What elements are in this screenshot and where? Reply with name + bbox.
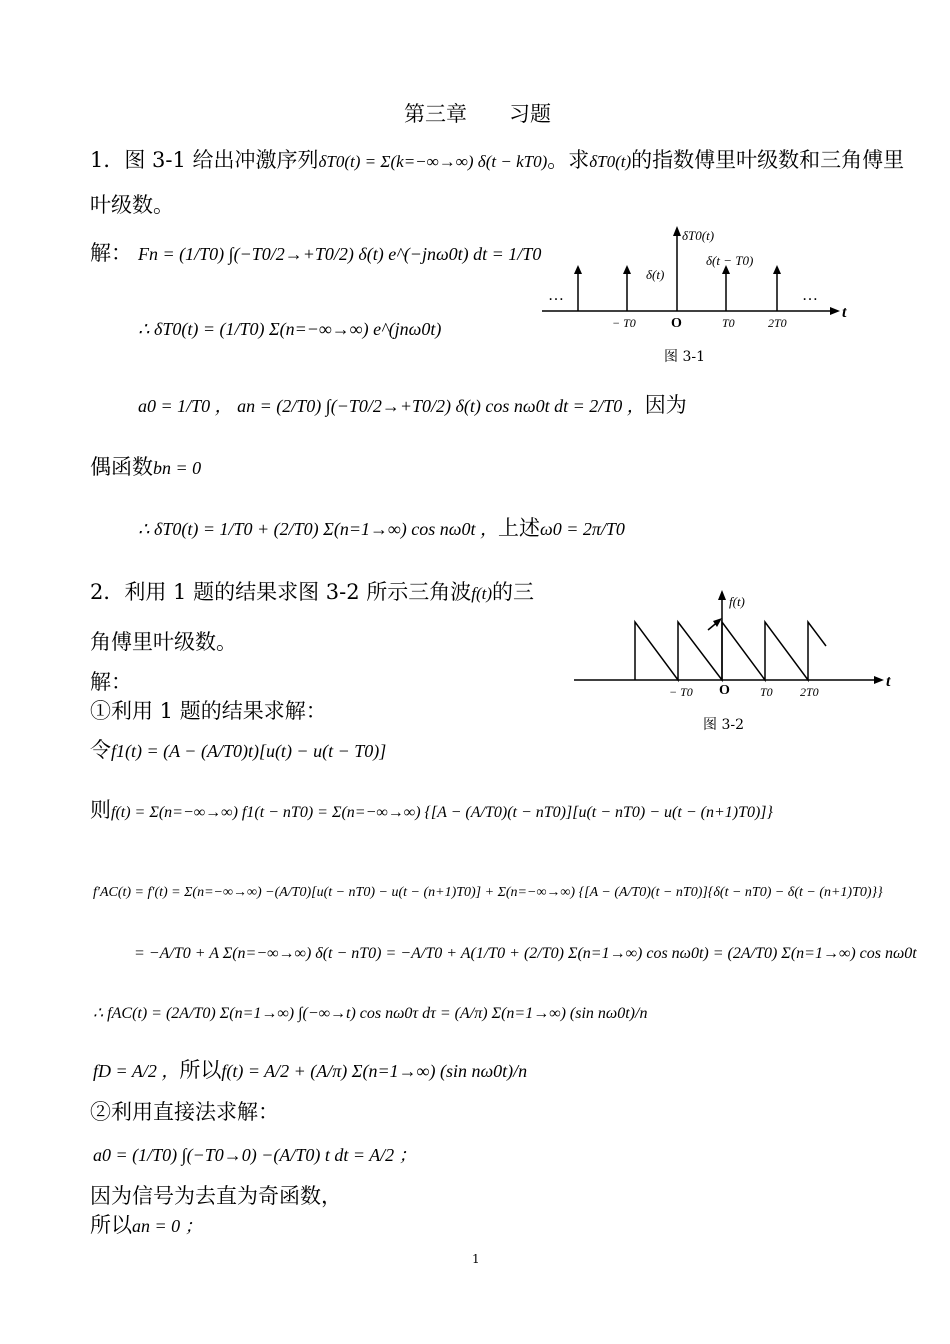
eq-delta-trig-text: 上述 <box>498 516 540 540</box>
fig1-tick-2T0: 2T0 <box>768 316 787 330</box>
eq-a0-an-text: 因为 <box>644 393 687 417</box>
q2-text-a: 2．利用 1 题的结果求图 3-2 所示三角波 <box>90 580 472 604</box>
figure-3-2 <box>572 590 892 700</box>
eq-an-line <box>90 1215 203 1236</box>
eq-fac-prime: f′AC(t) = f′(t) = Σ(n=−∞→∞) −(A/T0)[u(t − nT0) − u(t − (n+1)T0)] + Σ(n=−∞→∞) {[A − (A/T0)(t − nT0)]{δ(t − nT0) − δ(t − (n+1)T0)}} <box>93 885 883 900</box>
fig1-tick-origin: O <box>671 316 682 331</box>
eq-f: f(t) = Σ(n=−∞→∞) f1(t − nT0) = Σ(n=−∞→∞) {[A − (A/T0)(t − nT0)][u(t − nT0) − u(t − (n+1)T0)]} <box>111 804 773 821</box>
fig1-dots-right: … <box>802 287 818 304</box>
q1-text-c: 的指数傅里叶级数和三角傅里 <box>631 148 905 172</box>
eq-delta-trig: ∴ δT0(t) = 1/T0 + (2/T0) Σ(n=1→∞) cos nω0t ， <box>138 519 498 539</box>
fig2-tick-2T0: 2T0 <box>800 685 819 699</box>
eq-fac-prime-2: = −A/T0 + A Σ(n=−∞→∞) δ(t − nT0) = −A/T0 + A(1/T0 + (2/T0) Σ(n=1→∞) cos nω0t) = (2A/T0) Σ(n=1→∞) cos nω0t <box>134 945 917 962</box>
eq-an: an = 0 ； <box>132 1216 203 1236</box>
eq-fd-text: 所以 <box>179 1058 222 1082</box>
fig2-caption: 图 3-2 <box>703 717 744 733</box>
eq-f-result: f(t) = A/2 + (A/π) Σ(n=1→∞) (sin nω0t)/n <box>221 1061 528 1081</box>
fig1-label-delta: δ(t) <box>646 267 665 282</box>
eq-f-line <box>90 800 773 821</box>
eq-f-text: 则 <box>90 798 111 822</box>
solution-1-label: 解： <box>90 241 132 265</box>
fig2-axis-label: t <box>886 673 891 690</box>
problem-2-question <box>90 582 534 603</box>
eq-bn: bn = 0 <box>153 458 202 478</box>
q1-formula-2: δT0(t) <box>589 152 632 171</box>
odd-function-text: 因为信号为去直为奇函数， <box>90 1184 342 1208</box>
eq-f1-text: 令 <box>90 738 111 762</box>
fig1-impulse-minusT0-arrow <box>623 265 631 274</box>
eq-delta-exp: ∴ δT0(t) = (1/T0) Σ(n=−∞→∞) e^(jnω0t) <box>138 319 442 339</box>
fig2-sawtooth <box>635 622 826 680</box>
solution-2-label: 解： <box>90 670 132 694</box>
fig1-tick-minusT0: − T0 <box>612 316 636 330</box>
fig1-t-axis-arrow <box>830 307 840 315</box>
eq-fac: ∴ fAC(t) = (2A/T0) Σ(n=1→∞) ∫(−∞→t) cos nω0τ dτ = (A/π) Σ(n=1→∞) (sin nω0t)/n <box>93 1005 648 1022</box>
fig1-impulse-minus2T0-arrow <box>574 265 582 274</box>
fig1-label-shift: δ(t − T0) <box>706 253 754 268</box>
figure-3-1 <box>540 220 860 340</box>
fig1-impulse-2T0-arrow <box>773 265 781 274</box>
eq-fd: fD = A/2 ， <box>93 1061 180 1081</box>
eq-fn: Fn = (1/T0) ∫(−T0/2→+T0/2) δ(t) e^(−jnω0t) dt = 1/T0 <box>138 244 542 264</box>
fig1-label-top: δT0(t) <box>682 228 715 243</box>
eq-a0-an-line <box>138 395 687 416</box>
eq-f1-line <box>90 740 386 761</box>
eq-f1: f1(t) = (A − (A/T0)t)[u(t) − u(t − T0)] <box>111 741 387 761</box>
q2-formula: f(t) <box>471 584 493 603</box>
eq-bn-line <box>90 457 201 478</box>
q1-text-a: 1．图 3-1 给出冲激序列 <box>90 148 319 172</box>
problem-1-question-line2: 叶级数。 <box>90 193 174 217</box>
q2-text-b: 的三 <box>492 580 535 604</box>
fig1-caption: 图 3-1 <box>664 349 705 365</box>
page-number: 1 <box>472 1252 480 1266</box>
fig2-tick-origin: O <box>719 683 730 698</box>
method-1-heading: ①利用 1 题的结果求解： <box>90 699 327 723</box>
eq-an-text: 所以 <box>90 1213 132 1237</box>
eq-omega0: ω0 = 2π/T0 <box>540 519 625 539</box>
fig1-impulse-0-arrow <box>673 226 681 236</box>
page-title: 第三章 习题 <box>404 102 551 126</box>
eq-a0-an: a0 = 1/T0 ， an = (2/T0) ∫(−T0/2→+T0/2) δ(t) cos nω0t dt = 2/T0 ， <box>138 396 645 416</box>
eq-bn-text: 偶函数 <box>90 455 153 479</box>
eq-fd-line <box>93 1060 527 1081</box>
fig2-tick-T0: T0 <box>760 685 773 699</box>
fig2-f-axis-arrow <box>718 590 726 600</box>
fig2-label-top: f(t) <box>729 594 745 609</box>
fig1-dots-left: … <box>548 287 564 304</box>
fig1-axis-label: t <box>842 304 847 321</box>
problem-1-question <box>90 150 904 171</box>
fig1-tick-T0: T0 <box>722 316 735 330</box>
fig2-t-axis-arrow <box>874 676 884 684</box>
eq-a0-direct: a0 = (1/T0) ∫(−T0→0) −(A/T0) t dt = A/2 ； <box>93 1145 417 1165</box>
fig2-tick-minusT0: − T0 <box>669 685 693 699</box>
eq-delta-trig-line <box>138 518 625 539</box>
q1-text-b: 。求 <box>547 148 590 172</box>
q1-formula: δT0(t) = Σ(k=−∞→∞) δ(t − kT0) <box>318 152 548 171</box>
method-2-heading: ②利用直接法求解： <box>90 1100 279 1124</box>
problem-2-question-line2: 角傅里叶级数。 <box>90 630 237 654</box>
